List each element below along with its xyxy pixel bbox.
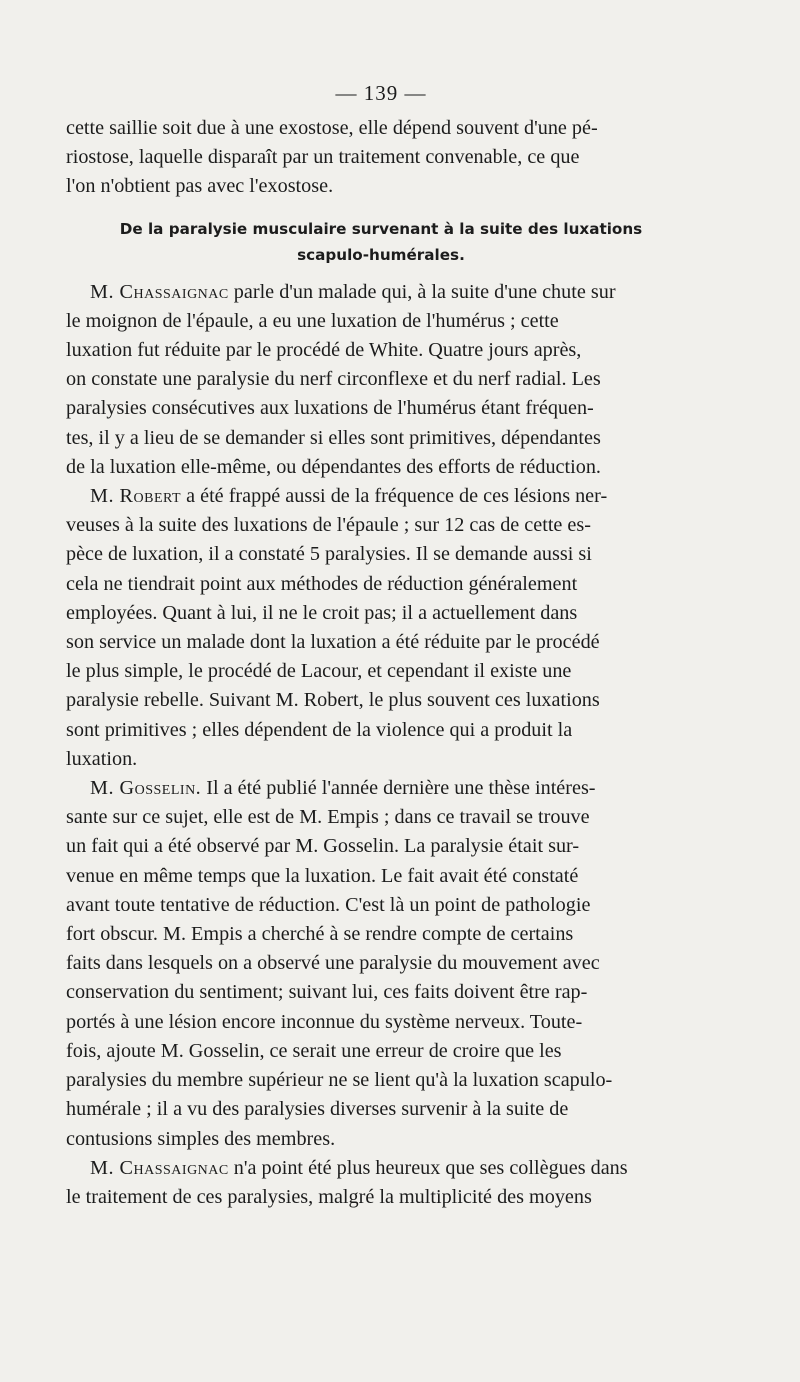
speaker-name: M. Chassaignac xyxy=(90,280,229,303)
text-line: conservation du sentiment; suivant lui, ces faits doivent être rap- xyxy=(66,981,588,1004)
text-line: sante sur ce sujet, elle est de M. Empis ; dans ce travail se trouve xyxy=(66,806,590,829)
text-line: portés à une lésion encore inconnue du système nerveux. Toute- xyxy=(66,1010,583,1033)
text-line: paralysie rebelle. Suivant M. Robert, le plus souvent ces luxations xyxy=(66,689,600,712)
text-line: n'a point été plus heureux que ses collègues dans xyxy=(228,1156,628,1179)
text-line: pèce de luxation, il a constaté 5 paralysies. Il se demande aussi si xyxy=(66,543,592,566)
speaker-name: M. Robert xyxy=(90,485,182,508)
page-number: — 139 — xyxy=(335,81,427,105)
text-line: parle d'un malade qui, à la suite d'une chute sur xyxy=(228,280,616,303)
text-line: paralysies du membre supérieur ne se lient qu'à la luxation scapulo- xyxy=(66,1069,613,1092)
text-line: cela ne tiendrait point aux méthodes de réduction généralement xyxy=(66,572,578,595)
intro-paragraph xyxy=(66,114,696,202)
text-line: luxation fut réduite par le procédé de White. Quatre jours après, xyxy=(66,339,582,362)
section-heading-line: scapulo-humérales. xyxy=(297,245,465,264)
text-line: paralysies consécutives aux luxations de l'humérus étant fréquen- xyxy=(66,397,594,420)
text-line: faits dans lesquels on a observé une paralysie du mouvement avec xyxy=(66,952,600,975)
text-line: on constate une paralysie du nerf circonflexe et du nerf radial. Les xyxy=(66,368,601,391)
text-line: sont primitives ; elles dépendent de la violence qui a produit la xyxy=(66,718,573,741)
text-line: employées. Quant à lui, il ne le croit pas; il a actuellement dans xyxy=(66,601,578,624)
text-line: le traitement de ces paralysies, malgré la multiplicité des moyens xyxy=(66,1185,592,1208)
page-content xyxy=(66,80,696,1212)
text-line: l'on n'obtient pas avec l'exostose. xyxy=(66,175,334,198)
text-line: luxation. xyxy=(66,747,138,770)
text-line: tes, il y a lieu de se demander si elles sont primitives, dépendantes xyxy=(66,426,601,449)
text-line: son service un malade dont la luxation a été réduite par le procédé xyxy=(66,631,600,654)
text-line: a été frappé aussi de la fréquence de ces lésions ner- xyxy=(181,485,608,508)
paragraph-gosselin xyxy=(66,774,696,1154)
text-line: contusions simples des membres. xyxy=(66,1127,336,1150)
text-line: fois, ajoute M. Gosselin, ce serait une erreur de croire que les xyxy=(66,1039,562,1062)
text-line: de la luxation elle-même, ou dépendantes des efforts de réduction. xyxy=(66,455,601,478)
text-line: le moignon de l'épaule, a eu une luxation de l'humérus ; cette xyxy=(66,309,559,332)
text-line: avant toute tentative de réduction. C'est là un point de pathologie xyxy=(66,893,591,916)
text-line: veuses à la suite des luxations de l'épaule ; sur 12 cas de cette es- xyxy=(66,514,591,537)
paragraph-robert xyxy=(66,482,696,774)
paragraph-chassaignac xyxy=(66,278,696,482)
paragraph-chassaignac-2 xyxy=(66,1154,696,1212)
text-line: le plus simple, le procédé de Lacour, et cependant il existe une xyxy=(66,660,572,683)
speaker-name: M. Gosselin. xyxy=(90,777,202,800)
text-line: humérale ; il a vu des paralysies diverses survenir à la suite de xyxy=(66,1098,569,1121)
section-heading xyxy=(66,216,696,268)
section-heading-line: De la paralysie musculaire survenant à la suite des luxations xyxy=(119,219,643,238)
text-line: venue en même temps que la luxation. Le fait avait été constaté xyxy=(66,864,579,887)
text-line: riostose, laquelle disparaît par un traitement convenable, ce que xyxy=(66,146,580,169)
text-line: fort obscur. M. Empis a cherché à se rendre compte de certains xyxy=(66,923,574,946)
text-line: Il a été publié l'année dernière une thèse intéres- xyxy=(201,777,596,800)
text-line: cette saillie soit due à une exostose, elle dépend souvent d'une pé- xyxy=(66,117,598,139)
speaker-name: M. Chassaignac xyxy=(90,1156,229,1179)
text-line: un fait qui a été observé par M. Gosselin. La paralysie était sur- xyxy=(66,835,580,858)
